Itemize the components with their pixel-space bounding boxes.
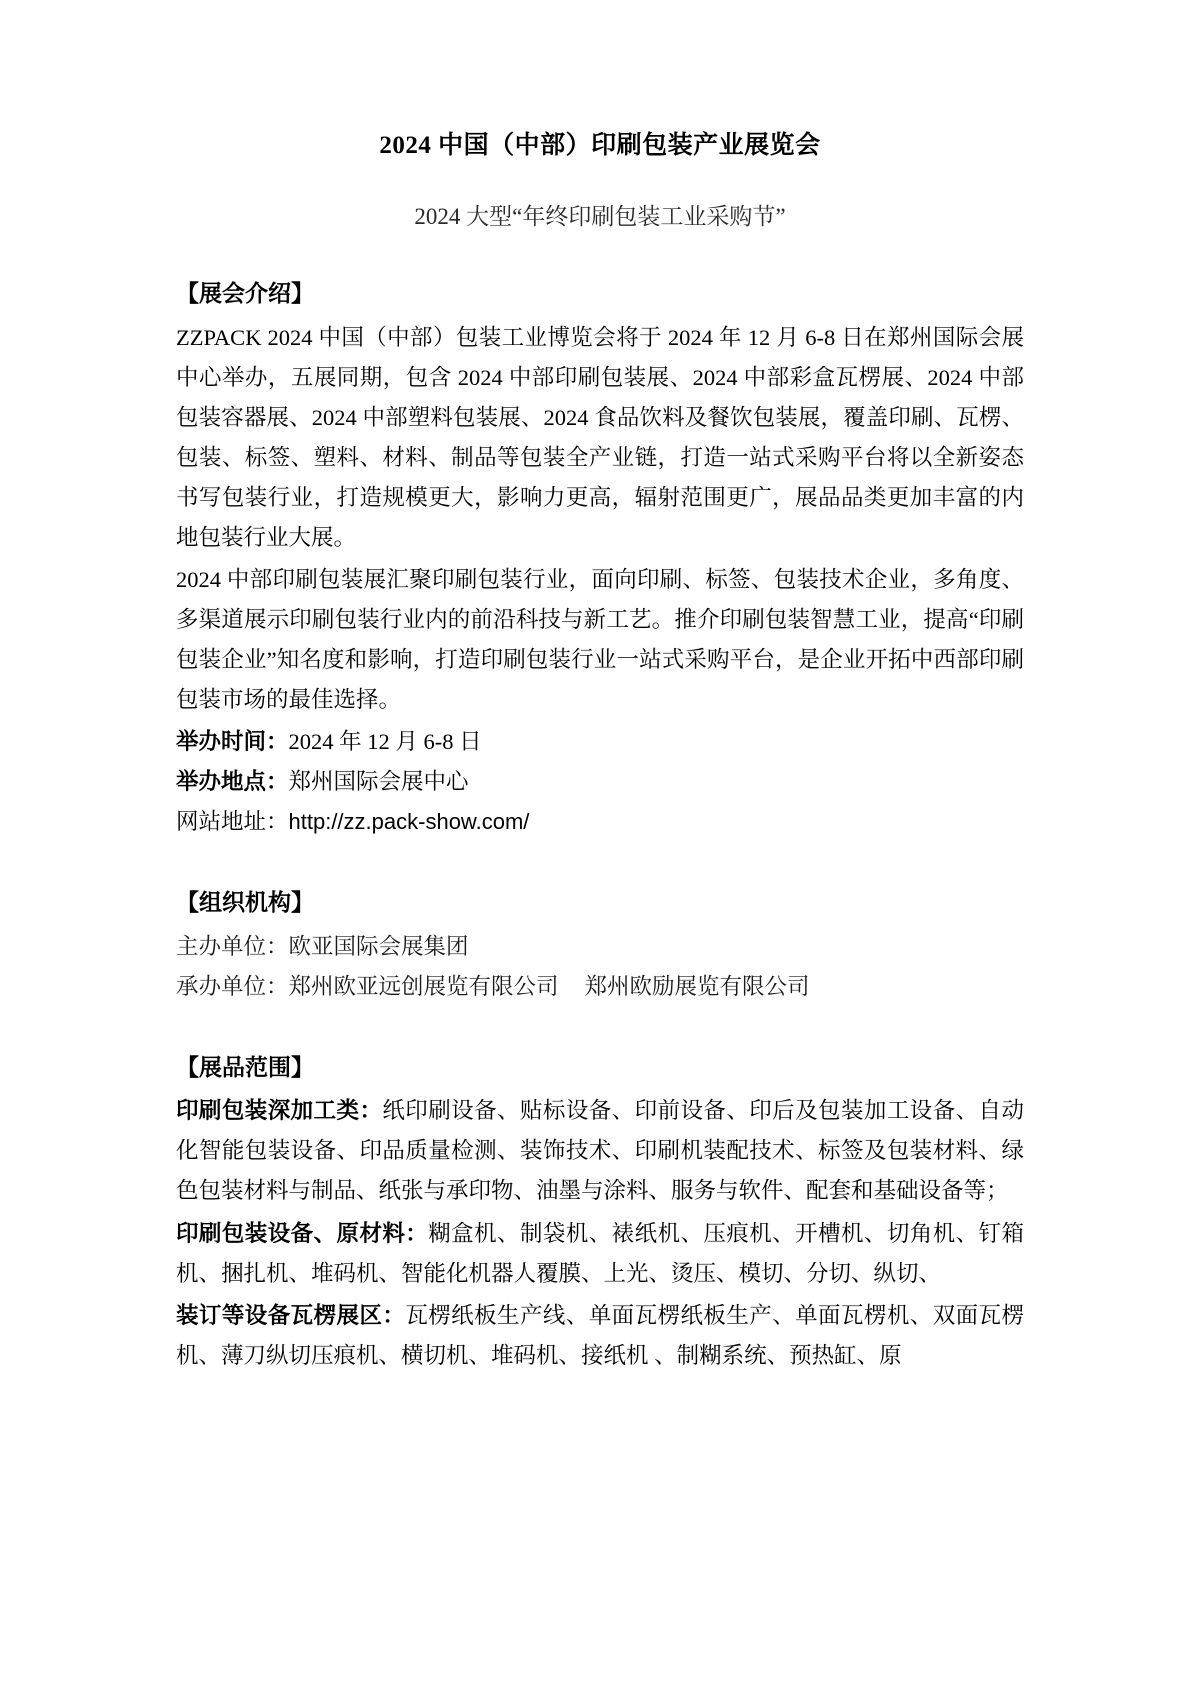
scope-group-2-text: 糊盒机、制袋机、裱纸机、压痕机、开槽机、切角机、钉箱机、捆扎机、堆码机、智能化机器人覆膜、上光、烫压、模切、分切、纵切、	[176, 1220, 1024, 1286]
scope-group-1-label: 印刷包装深加工类：	[176, 1098, 383, 1124]
scope-group-3	[176, 1296, 1024, 1376]
page-title: 2024 中国（中部）印刷包装产业展览会	[379, 132, 821, 159]
scope-group-1	[176, 1091, 1024, 1211]
host-value: 欧亚国际会展集团	[288, 933, 469, 959]
page-subtitle: 2024 大型“年终印刷包装工业采购节”	[414, 204, 786, 229]
section-heading-intro: 【展会介绍】	[176, 281, 314, 307]
event-time-value: 2024 年 12 月 6-8 日	[288, 729, 482, 755]
event-place-line	[176, 762, 1024, 802]
event-website-line	[176, 802, 1024, 842]
scope-group-3-label: 装订等设备瓦楞展区：	[176, 1302, 406, 1328]
event-time-label: 举办时间：	[176, 729, 289, 755]
section-heading-scope: 【展品范围】	[176, 1054, 314, 1080]
organizer-value-2: 郑州欧励展览有限公司	[584, 973, 810, 999]
scope-group-1-text: 纸印刷设备、贴标设备、印前设备、印后及包装加工设备、自动化智能包装设备、印品质量检测、装饰技术、印刷机装配技术、标签及包装材料、绿色包装材料与制品、纸张与承印物、油墨与涂料、服务与软件、配套和基础设备等；	[176, 1098, 1024, 1204]
event-place-value: 郑州国际会展中心	[288, 769, 469, 795]
section-heading-organizers: 【组织机构】	[176, 890, 314, 916]
organizer-label: 承办单位：	[176, 973, 289, 999]
scope-group-3-text: 瓦楞纸板生产线、单面瓦楞纸板生产、单面瓦楞机、双面瓦楞机、薄刀纵切压痕机、横切机、堆码机、接纸机 、制糊系统、预热缸、原	[176, 1302, 1024, 1368]
host-label: 主办单位：	[176, 933, 289, 959]
host-line	[176, 927, 1024, 967]
event-time-line	[176, 722, 1024, 762]
organizer-value-1: 郑州欧亚远创展览有限公司	[288, 973, 559, 999]
scope-group-2-label: 印刷包装设备、原材料：	[176, 1220, 429, 1246]
event-website-label: 网站地址：	[176, 809, 289, 835]
event-place-label: 举办地点：	[176, 769, 289, 795]
intro-paragraph-2: 2024 中部印刷包装展汇聚印刷包装行业，面向印刷、标签、包装技术企业，多角度、多渠道展示印刷包装行业内的前沿科技与新工艺。推介印刷包装智慧工业，提高“印刷包装企业”知名度和影响，打造印刷包装行业一站式采购平台，是企业开拓中西部印刷包装市场的最佳选择。	[176, 566, 1024, 713]
organizer-line	[176, 967, 1024, 1007]
event-website-value[interactable]: http://zz.pack-show.com/	[288, 809, 530, 835]
intro-paragraph-1: ZZPACK 2024 中国（中部）包装工业博览会将于 2024 年 12 月 6-8 日在郑州国际会展中心举办，五展同期，包含 2024 中部印刷包装展、2024 中部彩盒瓦楞展、2024 中部包装容器展、2024 中部塑料包装展、2024 食品饮料及餐饮包装展，覆盖印刷、瓦楞、包装、标签、塑料、材料、制品等包装全产业链，打造一站式采购平台将以全新姿态书写包装行业，打造规模更大，影响力更高，辐射范围更广，展品品类更加丰富的内地包装行业大展。	[176, 324, 1024, 550]
scope-group-2	[176, 1214, 1024, 1294]
